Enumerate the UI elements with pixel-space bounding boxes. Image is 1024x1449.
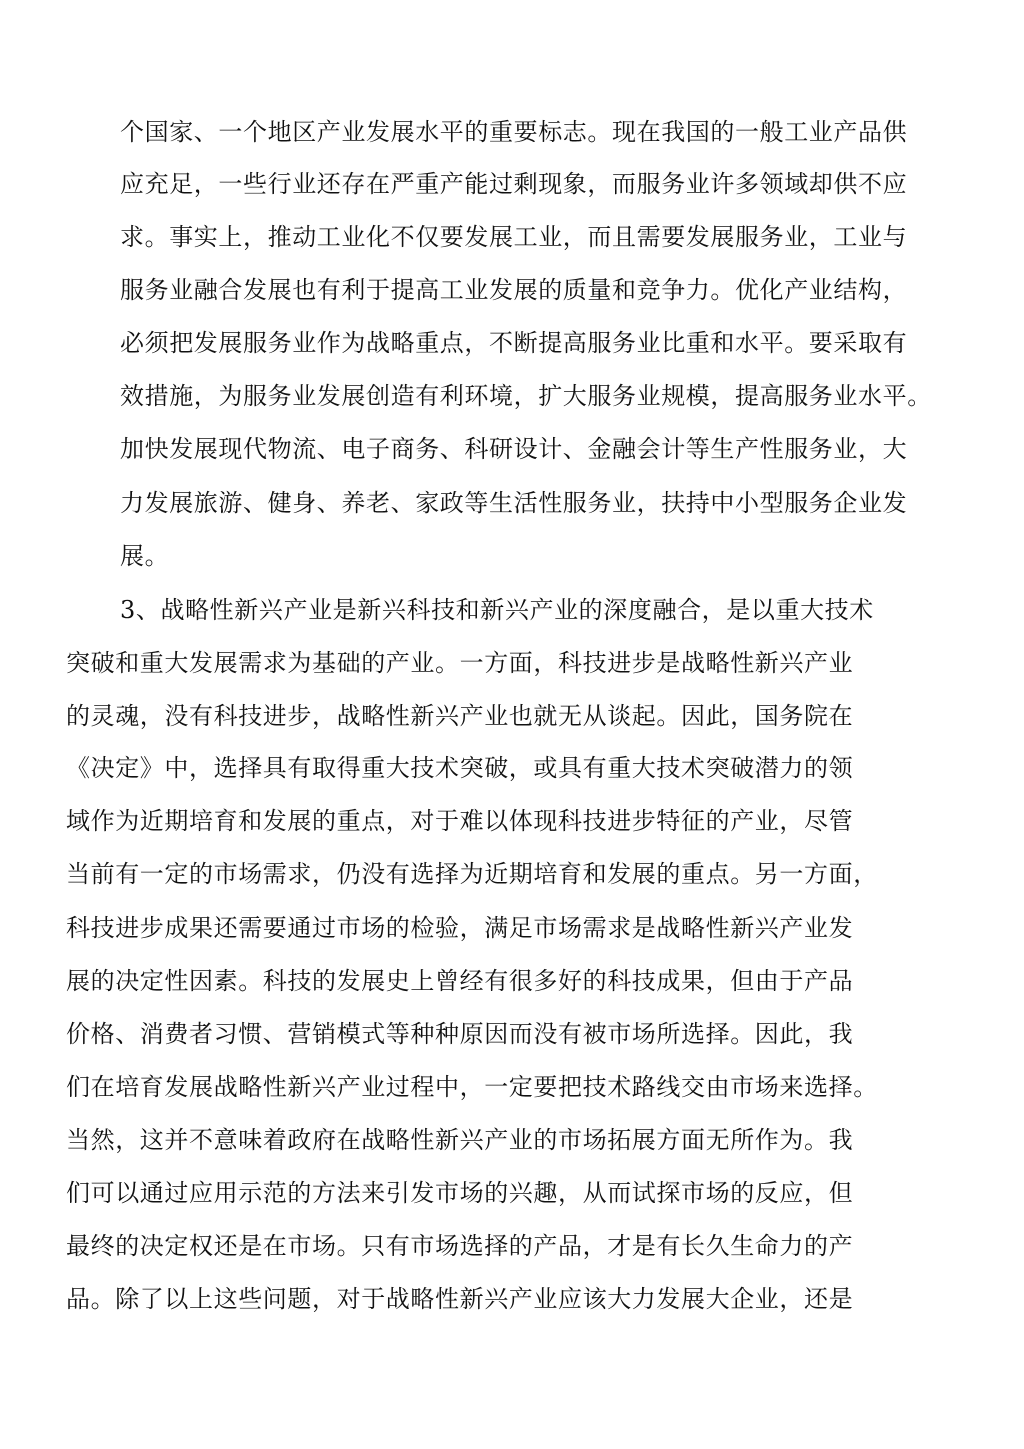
text-line: 展的决定性因素。科技的发展史上曾经有很多好的科技成果，但由于产品	[66, 967, 854, 995]
text-line: 加快发展现代物流、电子商务、科研设计、金融会计等生产性服务业，大	[120, 435, 908, 463]
text-line: 展。	[120, 542, 170, 570]
text-line: 最终的决定权还是在市场。只有市场选择的产品，才是有长久生命力的产	[66, 1232, 854, 1260]
text-line: 3、战略性新兴产业是新兴科技和新兴产业的深度融合，是以重大技术	[120, 596, 874, 624]
text-line: 个国家、一个地区产业发展水平的重要标志。现在我国的一般工业产品供	[120, 118, 908, 146]
text-line: 服务业融合发展也有利于提高工业发展的质量和竞争力。优化产业结构，	[120, 276, 908, 304]
text-line: 科技进步成果还需要通过市场的检验，满足市场需求是战略性新兴产业发	[66, 914, 854, 942]
text-line: 应充足，一些行业还存在严重产能过剩现象，而服务业许多领域却供不应	[120, 170, 908, 198]
text-line: 突破和重大发展需求为基础的产业。一方面，科技进步是战略性新兴产业	[66, 649, 854, 677]
text-line: 们在培育发展战略性新兴产业过程中，一定要把技术路线交由市场来选择。	[66, 1073, 878, 1101]
text-line: 力发展旅游、健身、养老、家政等生活性服务业，扶持中小型服务企业发	[120, 489, 908, 517]
text-line: 域作为近期培育和发展的重点，对于难以体现科技进步特征的产业，尽管	[66, 807, 854, 835]
text-line: 求。事实上，推动工业化不仅要发展工业，而且需要发展服务业，工业与	[120, 223, 908, 251]
text-line: 价格、消费者习惯、营销模式等种种原因而没有被市场所选择。因此，我	[66, 1020, 854, 1048]
text-line: 品。除了以上这些问题，对于战略性新兴产业应该大力发展大企业，还是	[66, 1285, 854, 1313]
text-line: 《决定》中，选择具有取得重大技术突破，或具有重大技术突破潜力的领	[66, 754, 854, 782]
text-line: 必须把发展服务业作为战略重点，不断提高服务业比重和水平。要采取有	[120, 329, 908, 357]
text-line: 效措施，为服务业发展创造有利环境，扩大服务业规模，提高服务业水平。	[120, 382, 932, 410]
text-line: 当然，这并不意味着政府在战略性新兴产业的市场拓展方面无所作为。我	[66, 1126, 854, 1154]
text-line: 的灵魂，没有科技进步，战略性新兴产业也就无从谈起。因此，国务院在	[66, 702, 854, 730]
text-line: 们可以通过应用示范的方法来引发市场的兴趣，从而试探市场的反应，但	[66, 1179, 854, 1207]
text-line: 当前有一定的市场需求，仍没有选择为近期培育和发展的重点。另一方面，	[66, 860, 878, 888]
